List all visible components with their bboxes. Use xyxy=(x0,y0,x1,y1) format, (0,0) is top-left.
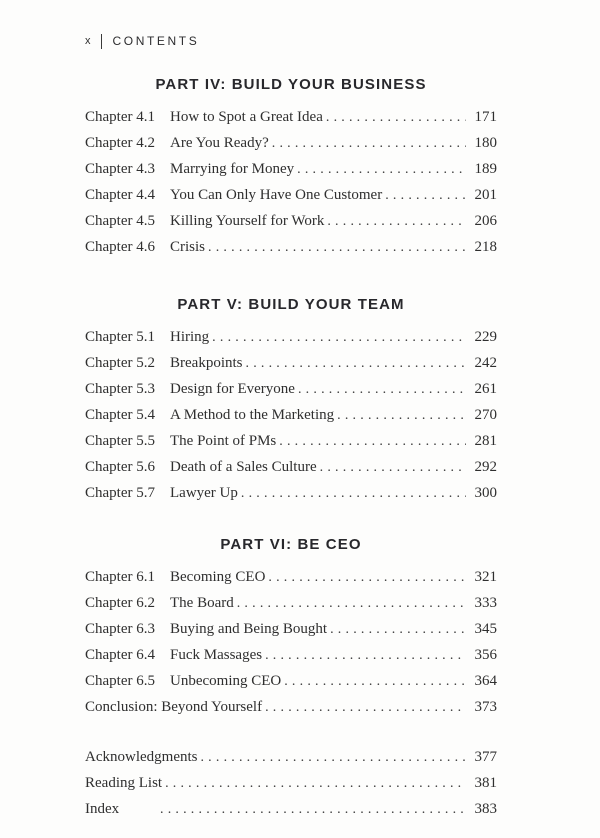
dot-leader xyxy=(246,351,467,377)
toc-entry xyxy=(85,480,497,506)
dot-leader xyxy=(241,481,466,507)
page-number: 229 xyxy=(474,329,497,345)
chapter-label: Chapter 4.3 xyxy=(85,161,155,177)
toc-entry-backmatter xyxy=(85,770,497,796)
chapter-label: Chapter 5.6 xyxy=(85,459,155,475)
chapter-title: Breakpoints xyxy=(170,355,243,371)
page-number: 373 xyxy=(474,699,497,715)
chapter-label: Chapter 6.4 xyxy=(85,647,155,663)
toc-entry xyxy=(85,402,497,428)
chapter-title: Lawyer Up xyxy=(170,485,238,501)
section-part-v xyxy=(85,296,497,506)
toc-entry xyxy=(85,590,497,616)
page-number: 180 xyxy=(474,135,497,151)
page-number: 281 xyxy=(474,433,497,449)
chapter-label: Chapter 4.4 xyxy=(85,187,155,203)
back-matter xyxy=(85,744,497,822)
chapter-label: Chapter 5.4 xyxy=(85,407,155,423)
page-number: 242 xyxy=(474,355,497,371)
toc-entry xyxy=(85,156,497,182)
conclusion-title: Conclusion: Beyond Yourself xyxy=(85,699,263,715)
toc-entry xyxy=(85,350,497,376)
chapter-label: Chapter 4.1 xyxy=(85,109,155,125)
toc-entry xyxy=(85,564,497,590)
dot-leader xyxy=(385,183,466,209)
dot-leader xyxy=(298,377,466,403)
page-number: 356 xyxy=(474,647,497,663)
chapter-title: Are You Ready? xyxy=(170,135,269,151)
running-title: CONTENTS xyxy=(112,34,200,48)
page-number: 364 xyxy=(474,673,497,689)
dot-leader xyxy=(279,429,466,455)
toc-entry xyxy=(85,642,497,668)
dot-leader xyxy=(297,157,466,183)
section-part-iv xyxy=(85,76,497,260)
page-number: 381 xyxy=(474,775,497,791)
header-divider xyxy=(101,34,102,49)
toc-entry xyxy=(85,428,497,454)
toc-entry xyxy=(85,208,497,234)
chapter-title: The Point of PMs xyxy=(170,433,277,449)
dot-leader xyxy=(265,643,466,669)
dot-leader xyxy=(320,455,466,481)
chapter-label: Chapter 4.2 xyxy=(85,135,155,151)
folio-page-number: x xyxy=(85,35,91,47)
page-number: 201 xyxy=(474,187,497,203)
chapter-title: Design for Everyone xyxy=(170,381,295,397)
chapter-label: Chapter 4.5 xyxy=(85,213,155,229)
page-number: 345 xyxy=(474,621,497,637)
dot-leader xyxy=(272,131,466,157)
toc-entry xyxy=(85,376,497,402)
part-heading: PART VI: BE CEO xyxy=(220,536,362,553)
dot-leader xyxy=(327,209,466,235)
part-heading: PART V: BUILD YOUR TEAM xyxy=(177,296,405,313)
chapter-label: Chapter 4.6 xyxy=(85,239,155,255)
chapter-title: Death of a Sales Culture xyxy=(170,459,317,475)
dot-leader xyxy=(237,591,466,617)
chapter-title: Buying and Being Bought xyxy=(170,621,328,637)
toc-entry-backmatter xyxy=(85,744,497,770)
dot-leader xyxy=(337,403,466,429)
toc-entry xyxy=(85,130,497,156)
chapter-label: Chapter 5.3 xyxy=(85,381,155,397)
section-part-vi xyxy=(85,536,497,720)
toc-entry xyxy=(85,182,497,208)
toc-entry xyxy=(85,454,497,480)
chapter-title: Hiring xyxy=(170,329,210,345)
backmatter-title: Index xyxy=(85,801,120,817)
chapter-label: Chapter 5.1 xyxy=(85,329,155,345)
chapter-label: Chapter 6.5 xyxy=(85,673,155,689)
dot-leader xyxy=(212,325,466,351)
chapter-label: Chapter 6.1 xyxy=(85,569,155,585)
chapter-title: Killing Yourself for Work xyxy=(170,213,325,229)
page-number: 292 xyxy=(474,459,497,475)
page-number: 321 xyxy=(474,569,497,585)
dot-leader xyxy=(330,617,466,643)
chapter-title: Marrying for Money xyxy=(170,161,295,177)
toc-entry-backmatter xyxy=(85,796,497,822)
page-header xyxy=(85,32,497,50)
chapter-label: Chapter 6.3 xyxy=(85,621,155,637)
backmatter-title: Reading List xyxy=(85,775,163,791)
dot-leader xyxy=(284,669,466,695)
page-number: 206 xyxy=(474,213,497,229)
toc-entry xyxy=(85,104,497,130)
page-number: 383 xyxy=(474,801,497,817)
toc-entry xyxy=(85,668,497,694)
chapter-title: You Can Only Have One Customer xyxy=(170,187,383,203)
page-number: 261 xyxy=(474,381,497,397)
page-number: 171 xyxy=(474,109,497,125)
backmatter-title: Acknowledgments xyxy=(85,749,198,765)
page-number: 270 xyxy=(474,407,497,423)
chapter-label: Chapter 5.5 xyxy=(85,433,155,449)
dot-leader xyxy=(160,797,466,823)
dot-leader xyxy=(326,105,466,131)
chapter-title: The Board xyxy=(170,595,234,611)
page-number: 377 xyxy=(474,749,497,765)
chapter-title: A Method to the Marketing xyxy=(170,407,335,423)
chapter-title: How to Spot a Great Idea xyxy=(170,109,323,125)
chapter-label: Chapter 6.2 xyxy=(85,595,155,611)
dot-leader xyxy=(268,565,466,591)
chapter-title: Unbecoming CEO xyxy=(170,673,282,689)
chapter-title: Fuck Massages xyxy=(170,647,263,663)
toc-entry xyxy=(85,234,497,260)
chapter-label: Chapter 5.7 xyxy=(85,485,155,501)
toc-entry xyxy=(85,324,497,350)
page-number: 189 xyxy=(474,161,497,177)
dot-leader xyxy=(208,235,466,261)
toc-entry-conclusion xyxy=(85,694,497,720)
page-number: 300 xyxy=(474,485,497,501)
dot-leader xyxy=(165,771,466,797)
chapter-title: Crisis xyxy=(170,239,206,255)
chapter-title: Becoming CEO xyxy=(170,569,266,585)
dot-leader xyxy=(265,695,466,721)
chapter-label: Chapter 5.2 xyxy=(85,355,155,371)
page-number: 333 xyxy=(474,595,497,611)
dot-leader xyxy=(200,745,466,771)
part-heading: PART IV: BUILD YOUR BUSINESS xyxy=(155,76,427,93)
toc-entry xyxy=(85,616,497,642)
page-number: 218 xyxy=(474,239,497,255)
